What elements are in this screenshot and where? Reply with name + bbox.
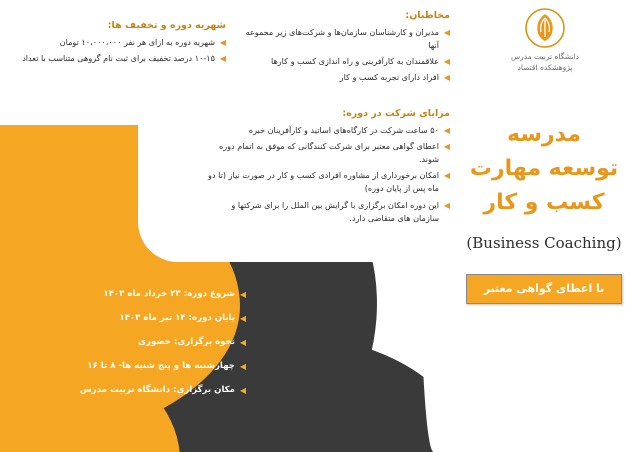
list-item [204, 140, 450, 166]
bullet-icon: ◀ [239, 385, 246, 395]
list-item [14, 288, 246, 302]
list-item [8, 52, 226, 65]
section-schedule-list [14, 288, 246, 398]
bullet-icon: ◀ [443, 28, 450, 37]
bullet-icon: ◀ [443, 200, 450, 210]
bullet-icon: ◀ [239, 337, 246, 347]
list-item [236, 26, 450, 52]
list-item-text: چهارشنبه ها و پنج شنبه ها- ۸ تا ۱۶ [87, 360, 235, 371]
bullet-icon: ◀ [443, 171, 450, 181]
list-item-text: امکان برخورداری از مشاوره افرادی کسب و کار در صورت نیاز (تا دو ماه پس از پایان دوره) [208, 170, 439, 194]
list-item-text: شروع دوره: ۲۳ خرداد ماه ۱۴۰۳ [103, 289, 235, 299]
university-emblem-icon [525, 8, 565, 48]
list-item [14, 384, 246, 398]
section-advantages-heading: مزایای شرکت در دوره: [342, 108, 450, 119]
list-item-text: شهریه دوره به ازای هر نفر ۱۰،۰۰۰،۰۰۰ تومان [59, 37, 215, 47]
bullet-icon: ◀ [443, 142, 450, 152]
title-line-1: مدرسه [507, 122, 581, 147]
bullet-icon: ◀ [239, 313, 246, 323]
list-item-text: این دوره امکان برگزاری با گرایش بین الملل را برای شرکتها و سازمان های متقاضی دارد. [231, 199, 439, 223]
list-item-text: مکان برگزاری: دانشگاه تربیت مدرس [79, 384, 235, 395]
section-audience [236, 10, 450, 87]
list-item [14, 312, 246, 326]
list-item [236, 55, 450, 68]
list-item-text: افراد دارای تجربه کسب و کار [339, 72, 439, 83]
bullet-icon: ◀ [443, 126, 450, 135]
list-item-text: مدیران و کارشناسان سازمان‌ها و شرکت‌های زیر مجموعه آنها [245, 27, 439, 51]
list-item [8, 36, 226, 49]
list-item-text: پایان دوره: ۱۴ تیر ماه ۱۴۰۳ [119, 312, 235, 323]
section-schedule [14, 288, 246, 408]
section-fee [8, 20, 226, 68]
bullet-icon: ◀ [443, 57, 450, 67]
list-item [14, 360, 246, 374]
section-advantages [204, 108, 450, 228]
logo-line-1: دانشگاه تربیت مدرس [511, 52, 579, 61]
bullet-icon: ◀ [239, 361, 246, 371]
bullet-icon: ◀ [219, 38, 226, 47]
list-item-text: اعطای گواهی معتبر برای شرکت کنندگانی که موفق به اتمام دوره شوند. [218, 141, 439, 165]
bullet-icon: ◀ [443, 73, 450, 83]
list-item-text: نحوه برگزاری: حضوری [138, 336, 235, 347]
title-block [456, 118, 632, 304]
list-item-text: علاقمندان به کارآفرینی و راه اندازی کسب و کارها [271, 56, 439, 67]
section-audience-heading: مخاطبان: [405, 10, 450, 21]
logo-block [464, 8, 626, 74]
logo-line-2: پژوهشکده اقتصاد [517, 63, 573, 73]
list-item-text: ۵۰ ساعت شرکت در کارگاه‌های اساتید و کارآفرینان خبره [248, 125, 439, 135]
list-item [14, 336, 246, 350]
list-item [204, 199, 450, 225]
bullet-icon: ◀ [239, 290, 246, 299]
list-item [204, 169, 450, 195]
title-line-3: کسب و کار [483, 190, 605, 216]
certificate-badge: با اعطای گواهی معتبر [466, 274, 622, 304]
list-item-text: ۱۰-۱۵ درصد تخفیف برای ثبت نام گروهی متناسب با تعداد [22, 53, 215, 64]
list-item [204, 124, 450, 137]
list-item [236, 71, 450, 84]
subtitle-english: (Business Coaching) [466, 234, 622, 253]
title-line-2: توسعه مهارت [469, 156, 619, 182]
section-audience-list [236, 26, 450, 84]
section-advantages-list [204, 124, 450, 225]
section-fee-list [8, 36, 226, 65]
section-fee-heading: شهریه دوره و تخفیف ها: [107, 20, 226, 31]
bullet-icon: ◀ [219, 54, 226, 64]
